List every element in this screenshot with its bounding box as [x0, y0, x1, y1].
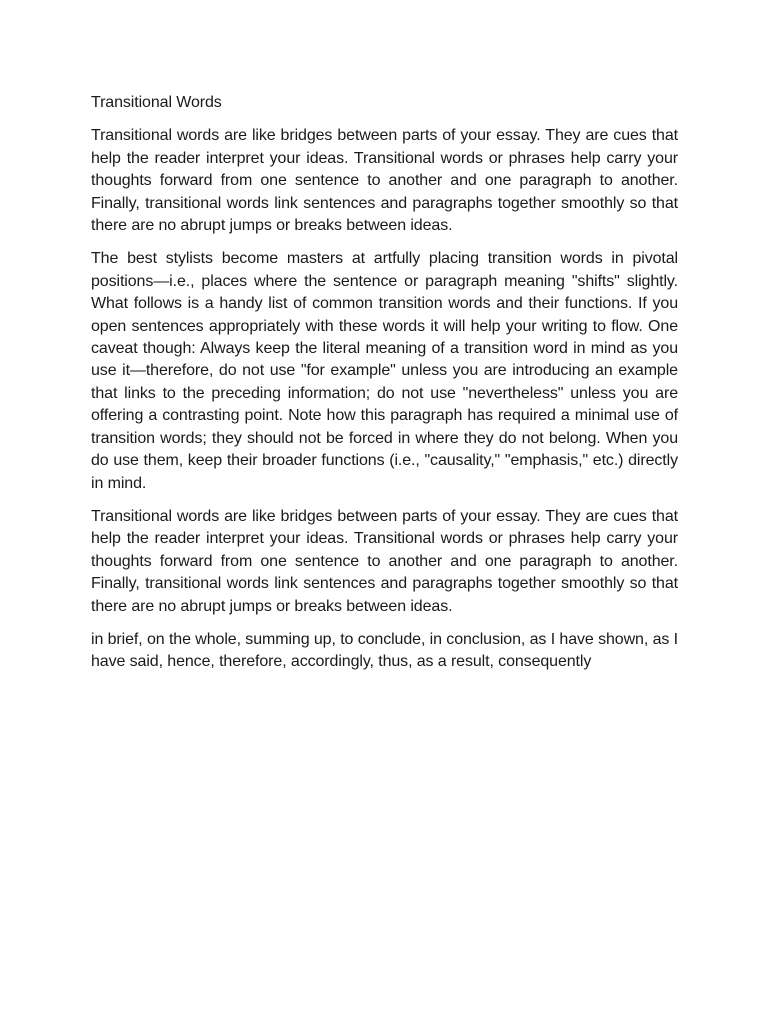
document-title: Transitional Words [91, 94, 222, 111]
paragraph-word-list: in brief, on the whole, summing up, to conclude, in conclusion, as I have shown, as I have said, hence, therefore, accordingly, thus, as a result, consequently [91, 630, 678, 671]
paragraph-repeat: Transitional words are like bridges between parts of your essay. They are cues that help the reader interpret your ideas. Transitional words or phrases help carry your thoughts forward from one sentence to another and one paragraph to another. Finally, transitional words link sentences and paragraphs together smoothly so that there are no abrupt jumps or breaks between ideas. [91, 507, 678, 615]
paragraph-intro: Transitional words are like bridges between parts of your essay. They are cues that help the reader interpret your ideas. Transitional words or phrases help carry your thoughts forward from one sentence to another and one paragraph to another. Finally, transitional words link sentences and paragraphs together smoothly so that there are no abrupt jumps or breaks between ideas. [91, 127, 678, 235]
paragraph-stylists: The best stylists become masters at artfully placing transition words in pivotal positions—i.e., places where the sentence or paragraph meaning "shifts" slightly. What follows is a handy list of common transition words and their functions. If you open sentences appropriately with these words it will help your writing to flow. One caveat though: Always keep the literal meaning of a transition word in mind as you use it—therefore, do not use "for example" unless you are introducing an example that links to the preceding information; do not use "nevertheless" unless you are offering a contrasting point. Note how this paragraph has required a minimal use of transition words; they should not be forced in where they do not belong. When you do use them, keep their broader functions (i.e., "causality," "emphasis," etc.) directly in mind. [91, 250, 678, 492]
document-body [91, 92, 678, 685]
